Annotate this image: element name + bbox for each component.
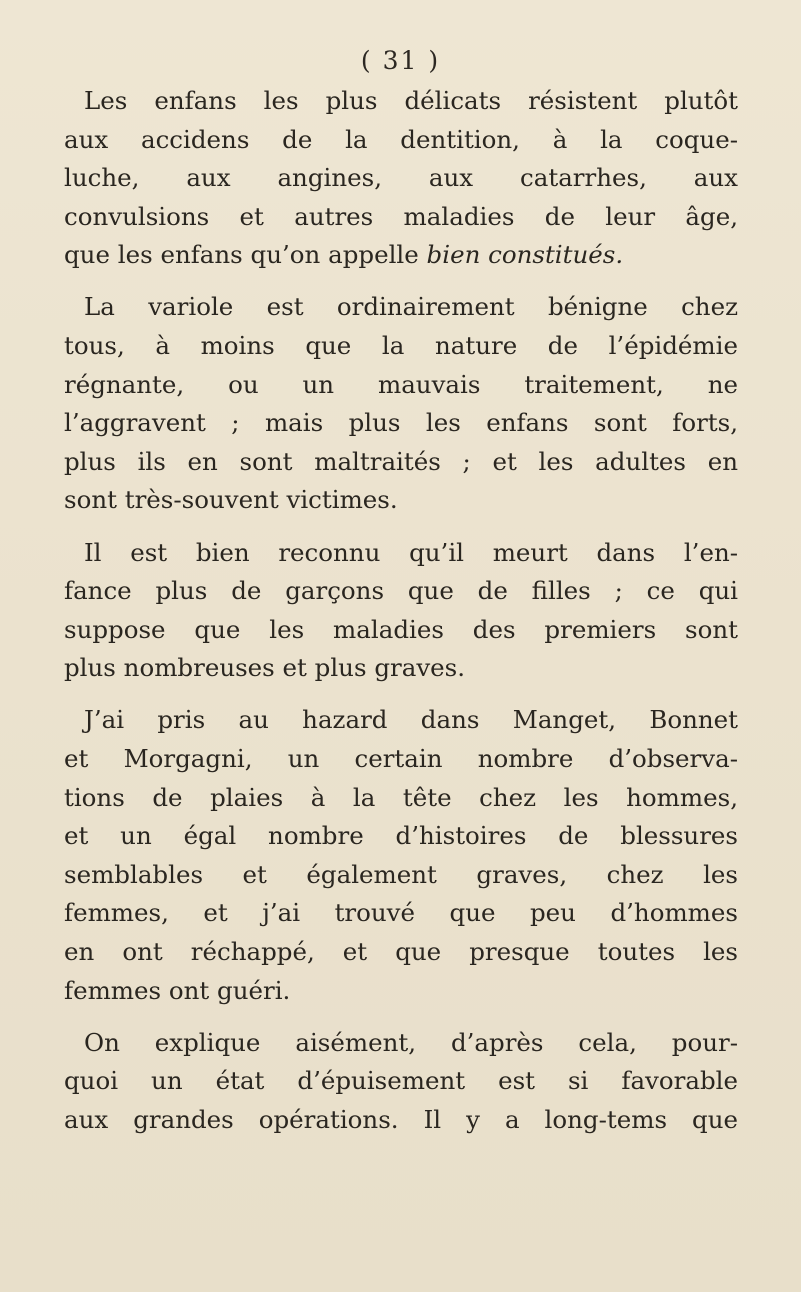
text-line: La variole est ordinairement bénigne chez (84, 292, 738, 322)
text-line: régnante, ou un mauvais traitement, ne (64, 369, 738, 399)
text-line: femmes, et j’ai trouvé que peu d’hommes (64, 898, 738, 928)
text-line: en ont réchappé, et que presque toutes les (64, 936, 738, 966)
text-line: plus ils en sont maltraités ; et les adultes en (64, 446, 738, 476)
text-line: semblables et également graves, chez les (64, 859, 738, 889)
text-line: J’ai pris au hazard dans Manget, Bonnet (84, 705, 738, 735)
text-line: Il est bien reconnu qu’il meurt dans l’en- (84, 537, 738, 567)
text-fragment: que les enfans qu’on appelle (64, 240, 427, 270)
paragraph-3 (64, 534, 738, 688)
paragraph-4 (64, 701, 738, 1010)
text-line: suppose que les maladies des premiers sont (64, 614, 738, 644)
text-line: quoi un état d’épuisement est si favorable (64, 1066, 738, 1096)
page-number: ( 31 ) (360, 46, 441, 75)
text-line: luche, aux angines, aux catarrhes, aux (64, 163, 738, 193)
paragraph-2 (64, 288, 738, 520)
text-line: femmes ont guéri. (64, 975, 291, 1005)
paragraph-1 (64, 82, 738, 275)
text-line: et un égal nombre d’histoires de blessures (64, 821, 738, 851)
text-line: aux grandes opérations. Il y a long-tems que (64, 1104, 738, 1134)
text-line: fance plus de garçons que de filles ; ce qui (64, 576, 738, 606)
text-line: On explique aisément, d’après cela, pour- (84, 1027, 738, 1057)
text-line: et Morgagni, un certain nombre d’observa- (64, 744, 738, 773)
paragraph-5 (64, 1024, 738, 1140)
text-line: tous, à moins que la nature de l’épidémie (64, 331, 738, 361)
text-line: convulsions et autres maladies de leur âge, (64, 201, 738, 231)
body-text (64, 82, 738, 1153)
text-line: tions de plaies à la tête chez les hommes, (64, 782, 738, 812)
text-line: Les enfans les plus délicats résistent plutôt (84, 86, 738, 115)
emphasized-text: bien constitués. (426, 240, 624, 270)
text-line: plus nombreuses et plus graves. (64, 653, 466, 683)
text-line (64, 236, 738, 275)
text-line: l’aggravent ; mais plus les enfans sont forts, (64, 408, 738, 438)
text-line: sont très-souvent victimes. (64, 485, 398, 515)
text-line: aux accidens de la dentition, à la coque- (64, 124, 738, 154)
